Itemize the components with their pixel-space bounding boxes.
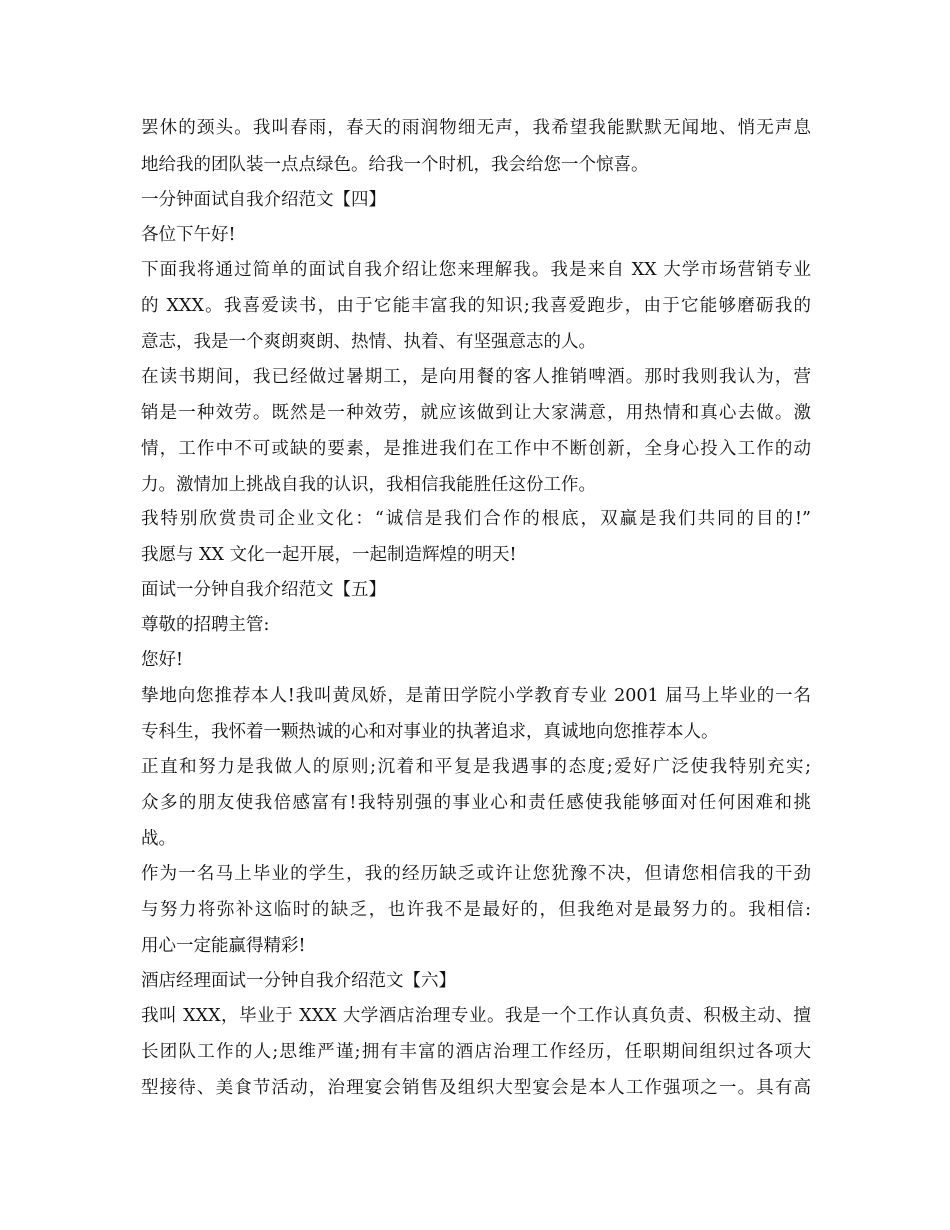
body-text-line: 挚地向您推荐本人!我叫黄凤娇，是莆田学院小学教育专业 2001 届马上毕业的一名: [141, 686, 811, 706]
body-text-line: 下面我将通过简单的面试自我介绍让您来理解我。我是来自 XX 大学市场营销专业: [141, 260, 811, 280]
body-text-line: 罢休的颈头。我叫春雨，春天的雨润物细无声，我希望我能默默无闻地、悄无声息: [141, 118, 811, 138]
body-text-line: 情，工作中不可或缺的要素，是推进我们在工作中不断创新，全身心投入工作的动: [141, 439, 811, 459]
body-text-line: 与努力将弥补这临时的缺乏，也许我不是最好的，但我绝对是最努力的。我相信:: [141, 900, 811, 920]
body-text-line: 正直和努力是我做人的原则;沉着和平复是我遇事的态度;爱好广泛使我特别充实;: [141, 757, 811, 777]
body-text-line: 众多的朋友使我倍感富有!我特别强的事业心和责任感使我能够面对任何困难和挑: [141, 793, 811, 813]
body-text-line: 战。: [141, 829, 176, 849]
section-heading: 一分钟面试自我介绍范文【四】: [141, 190, 386, 210]
body-text-line: 在读书期间，我已经做过暑期工，是向用餐的客人推销啤酒。那时我则我认为，营: [141, 367, 811, 387]
body-text-line: 作为一名马上毕业的学生，我的经历缺乏或许让您犹豫不决，但请您相信我的干劲: [141, 864, 811, 884]
section-heading: 酒店经理面试一分钟自我介绍范文【六】: [141, 971, 456, 991]
greeting-line: 尊敬的招聘主管:: [141, 615, 270, 635]
body-text-line: 型接待、美食节活动，治理宴会销售及组织大型宴会是本人工作强项之一。具有高: [141, 1078, 811, 1098]
section-heading: 面试一分钟自我介绍范文【五】: [141, 580, 386, 600]
body-text-line: 长团队工作的人;思维严谨;拥有丰富的酒店治理工作经历，任职期间组织过各项大: [141, 1042, 811, 1062]
body-text-line: 销是一种效劳。既然是一种效劳，就应该做到让大家满意，用热情和真心去做。激: [141, 403, 811, 423]
greeting-line: 各位下午好!: [141, 225, 236, 245]
body-text-line: 意志，我是一个爽朗爽朗、热情、执着、有坚强意志的人。: [141, 332, 596, 352]
greeting-line: 您好!: [141, 650, 184, 670]
body-text-line: 我特别欣赏贵司企业文化：“诚信是我们合作的根底，双赢是我们共同的目的!”: [141, 509, 811, 529]
body-text-line: 我叫 XXX，毕业于 XXX 大学酒店治理专业。我是一个工作认真负责、积极主动、擅: [141, 1006, 811, 1026]
body-text-line: 力。激情加上挑战自我的认识，我相信我能胜任这份工作。: [141, 475, 596, 495]
body-text-line: 我愿与 XX 文化一起开展，一起制造辉煌的明天!: [141, 545, 517, 565]
body-text-line: 地给我的团队装一点点绿色。给我一个时机，我会给您一个惊喜。: [141, 155, 649, 175]
body-text-line: 的 XXX。我喜爱读书，由于它能丰富我的知识;我喜爱跑步，由于它能够磨砺我的: [141, 296, 811, 316]
body-text-line: 用心一定能赢得精彩!: [141, 936, 306, 956]
body-text-line: 专科生，我怀着一颗热诚的心和对事业的执著追求，真诚地向您推荐本人。: [141, 722, 719, 742]
